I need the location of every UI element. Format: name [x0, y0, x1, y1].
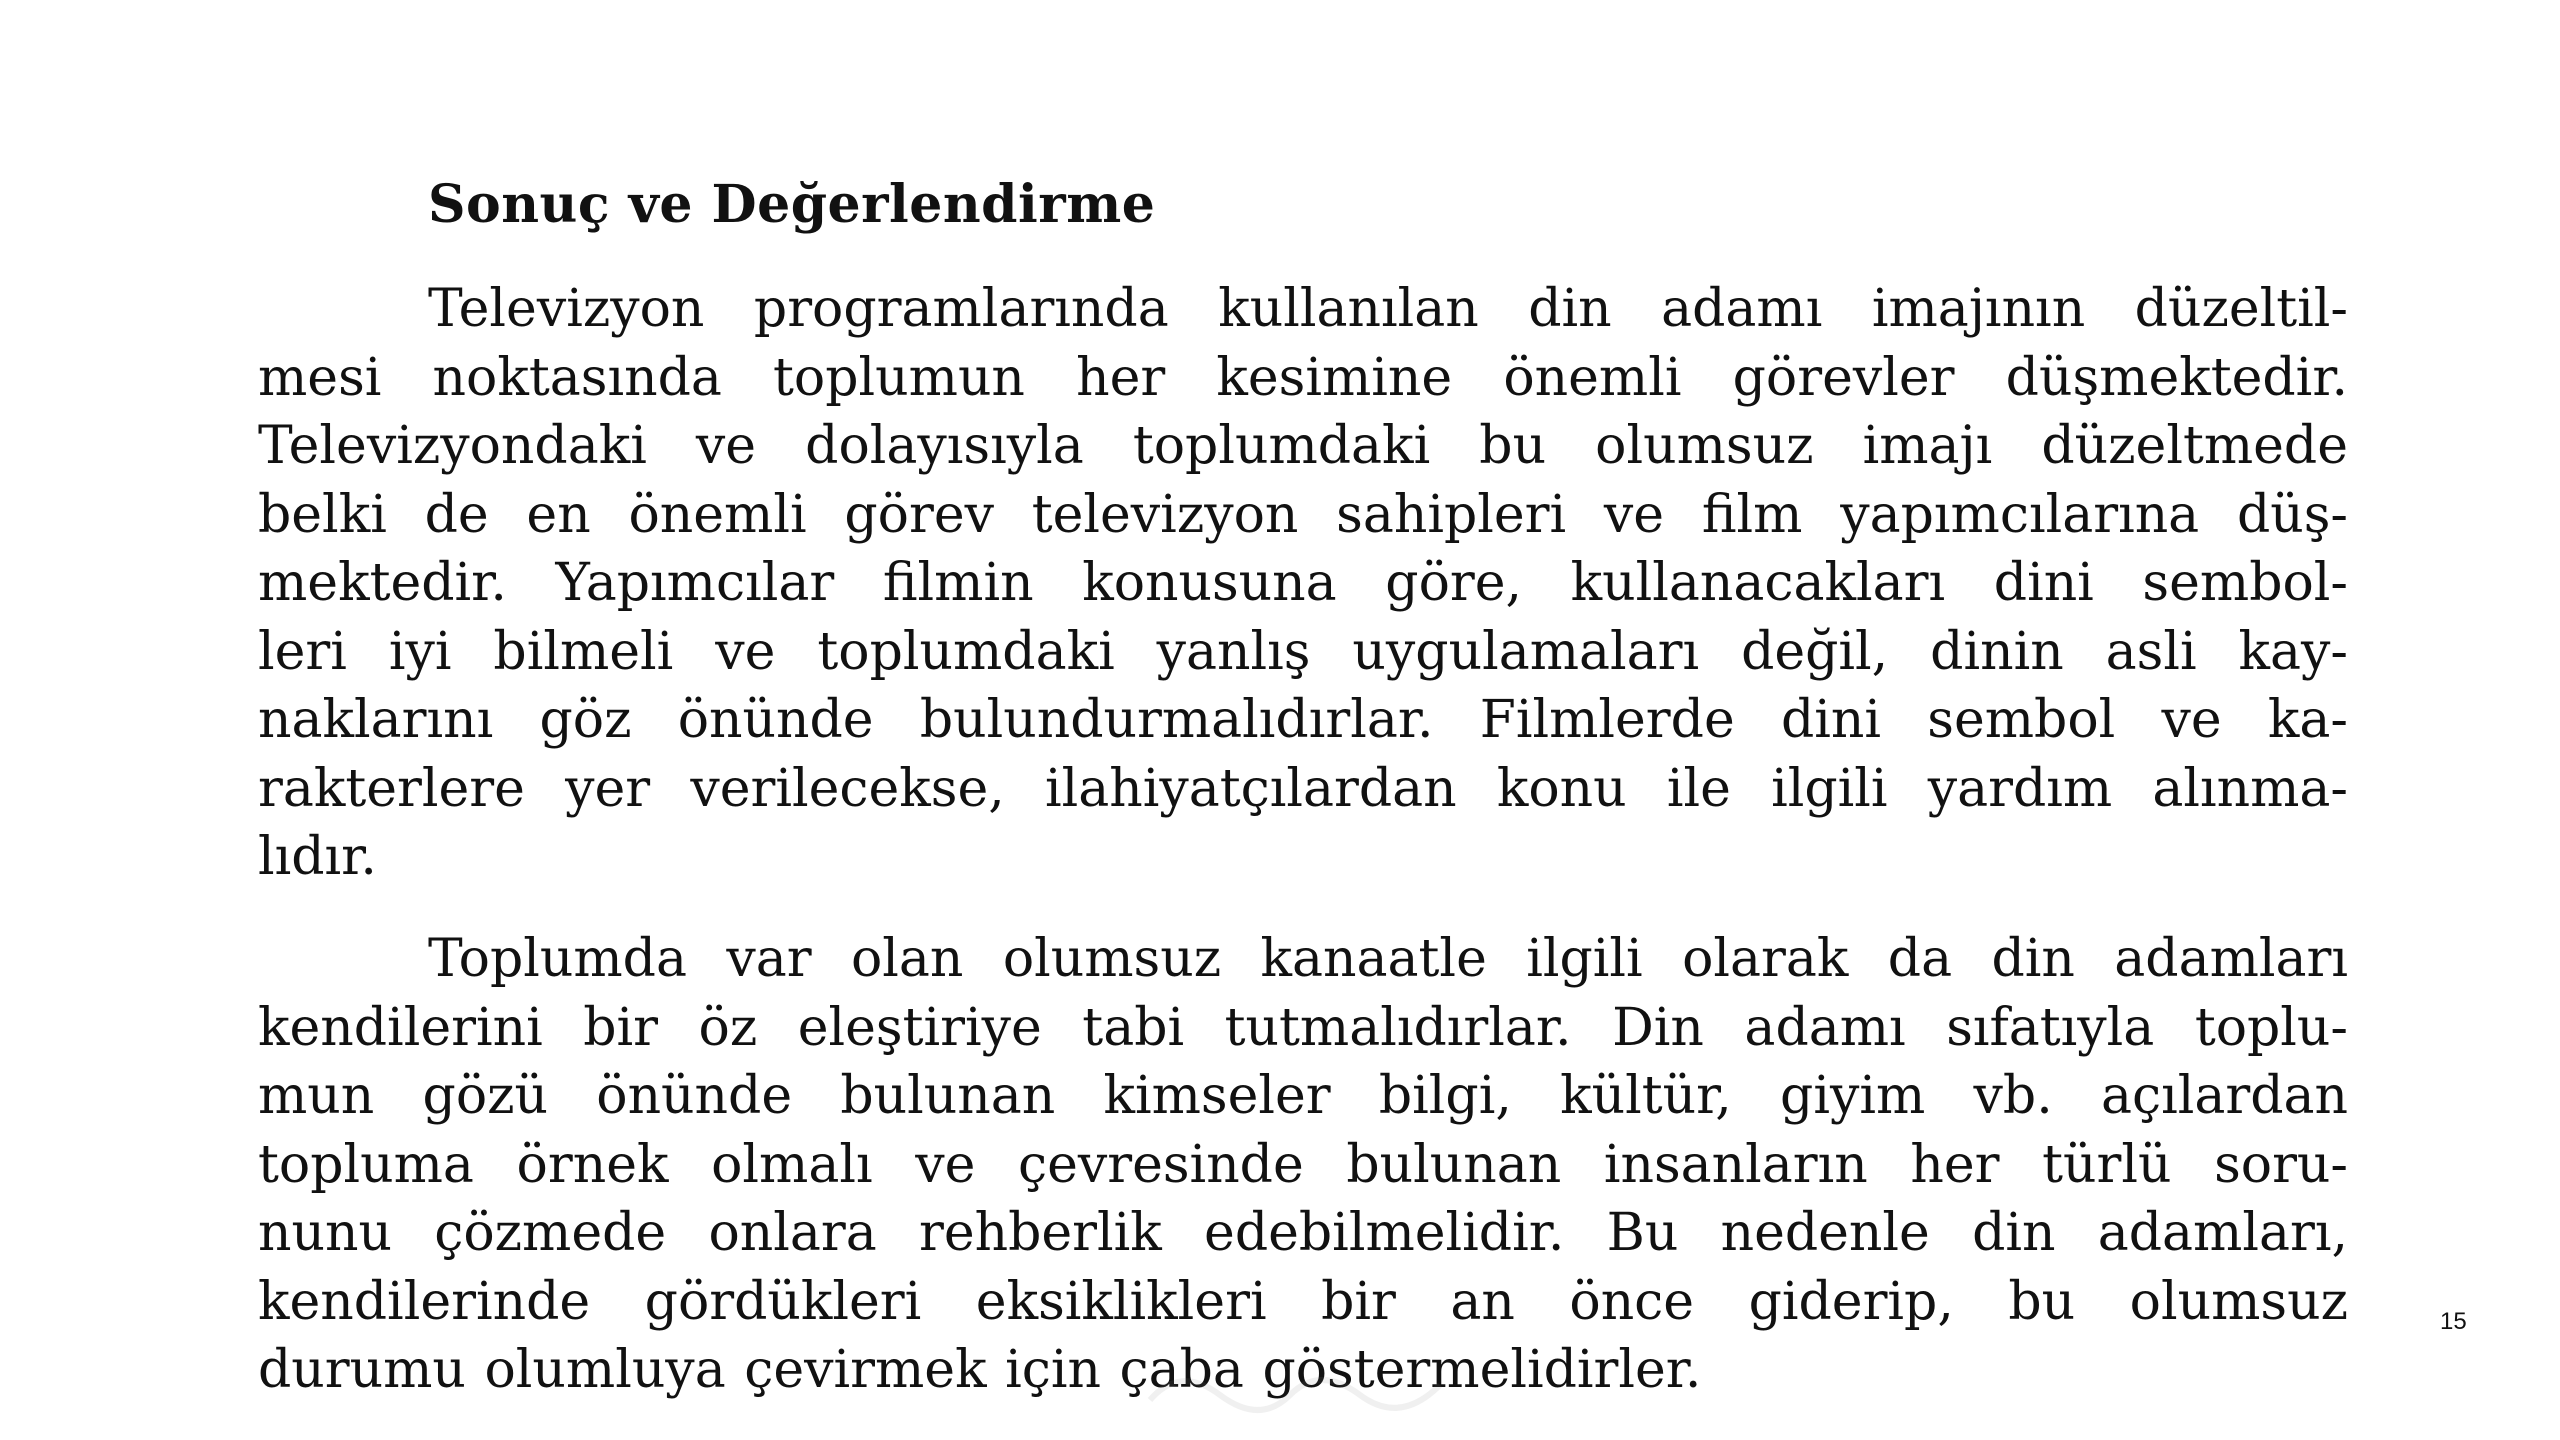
paragraph-line: kendilerinde gördükleri eksiklikleri bir an önce giderip, bu olumsuz	[258, 1271, 2348, 1332]
paragraph-line: kendilerini bir öz eleştiriye tabi tutmalıdırlar. Din adamı sıfatıyla toplu-	[258, 997, 2348, 1058]
paragraph-line: leri iyi bilmeli ve toplumdaki yanlış uygulamaları değil, dinin asli kay-	[258, 621, 2348, 682]
paragraph-line: Televizyondaki ve dolayısıyla toplumdaki bu olumsuz imajı düzeltmede	[258, 416, 2348, 476]
watermark-logo	[1140, 1355, 1450, 1415]
page-number: 15	[2440, 1308, 2467, 1335]
paragraph-line: naklarını göz önünde bulundurmalıdırlar. Filmlerde dini sembol ve ka-	[258, 690, 2348, 750]
paragraph-line: mun gözü önünde bulunan kimseler bilgi, kültür, giyim vb. açılardan	[258, 1066, 2348, 1126]
paragraph-line: belki de en önemli görev televizyon sahipleri ve film yapımcılarına düş-	[258, 484, 2348, 545]
paragraph-2	[258, 925, 2348, 1405]
section-heading: Sonuç ve Değerlendirme	[428, 174, 1156, 235]
paragraph-line: Televizyon programlarında kullanılan din adamı imajının düzeltil-	[428, 279, 2348, 339]
paragraph-line: mesi noktasında toplumun her kesimine önemli görevler düşmektedir.	[258, 347, 2348, 408]
paragraph-line: durumu olumluya çevirmek için çaba göstermelidirler.	[258, 1340, 1702, 1400]
paragraph-line: topluma örnek olmalı ve çevresinde bulunan insanların her türlü soru-	[258, 1134, 2348, 1195]
paragraph-line: nunu çözmede onlara rehberlik edebilmelidir. Bu nedenle din adamları,	[258, 1203, 2348, 1263]
paragraph-line: Toplumda var olan olumsuz kanaatle ilgili olarak da din adamları	[428, 929, 2348, 989]
paragraph-line: lıdır.	[258, 827, 377, 887]
paragraph-line: rakterlere yer verilecekse, ilahiyatçılardan konu ile ilgili yardım alınma-	[258, 758, 2348, 819]
paragraph-line: mektedir. Yapımcılar filmin konusuna göre, kullanacakları dini sembol-	[258, 553, 2348, 613]
paragraph-1	[258, 275, 2348, 892]
